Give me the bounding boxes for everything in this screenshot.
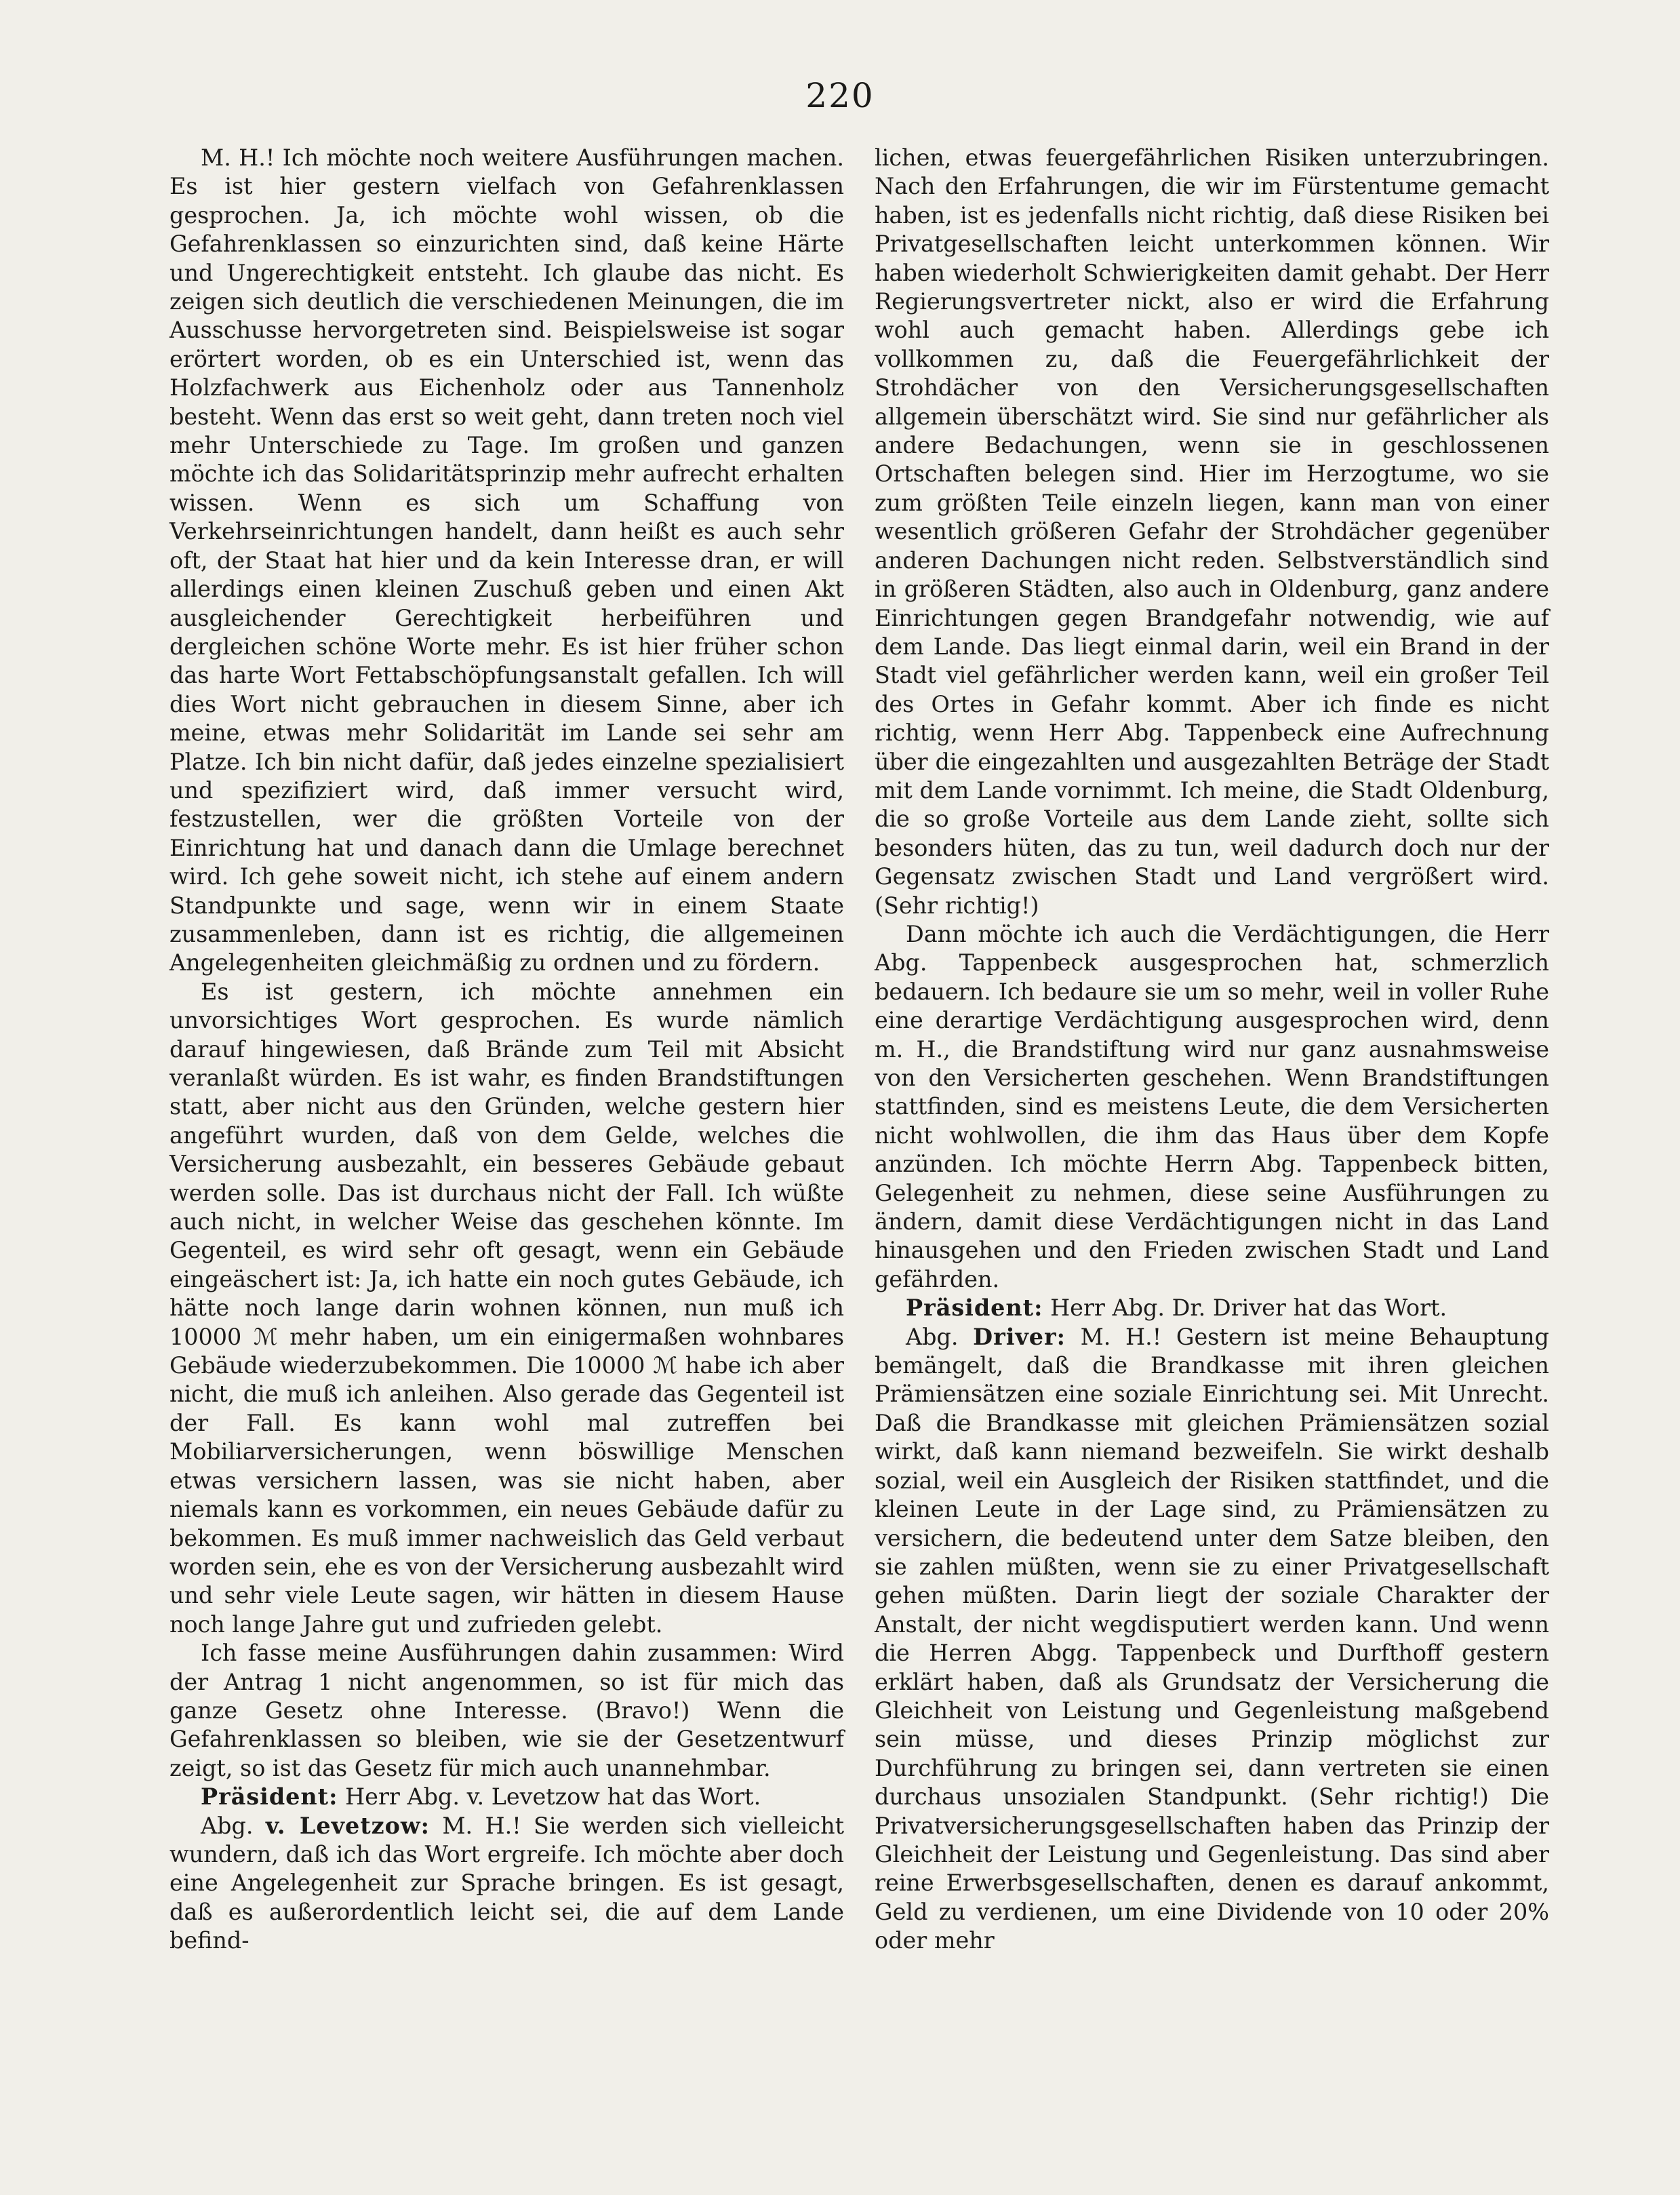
- paragraph: Es ist gestern, ich möchte annehmen ein unvorsichtiges Wort gesprochen. Es wurde nämlich darauf hingewiesen, daß Brände zum Teil mit Absicht veranlaßt würden. Es ist wahr, es finden Brandstiftungen statt, aber nicht aus den Gründen, welche gestern hier angeführt wurden, daß von dem Gelde, welches die Versicherung ausbezahlt, ein besseres Gebäude gebaut werden solle. Das ist durchaus nicht der Fall. Ich wüßte auch nicht, in welcher Weise das geschehen könnte. Im Gegenteil, es wird sehr oft gesagt, wenn ein Gebäude eingeäschert ist: Ja, ich hatte ein noch gutes Gebäude, ich hätte noch lange darin wohnen können, nun muß ich 10000 ℳ mehr haben, um ein einigermaßen wohnbares Gebäude wiederzubekommen. Die 10000 ℳ habe ich aber nicht, die muß ich anleihen. Also gerade das Gegenteil ist der Fall. Es kann wohl mal zutreffen bei Mobiliarversicherungen, wenn böswillige Menschen etwas versichern lassen, was sie nicht haben, aber niemals kann es vorkommen, ein neues Gebäude dafür zu bekommen. Es muß immer nachweislich das Geld verbaut worden sein, ehe es von der Versicherung ausbezahlt wird und sehr viele Leute sagen, wir hätten in diesem Hause noch lange Jahre gut und zufrieden gelebt.: [169, 978, 844, 1638]
- speaker-name: Präsident:: [201, 1783, 338, 1811]
- speaker-name: v. Levetzow:: [265, 1812, 430, 1839]
- paragraph: [875, 1323, 1549, 1956]
- paragraph: Dann möchte ich auch die Verdächtigungen, die Herr Abg. Tappenbeck ausgesprochen hat, schmerzlich bedauern. Ich bedaure sie um so mehr, weil in voller Ruhe eine derartige Verdächtigung ausgesprochen wird, denn m. H., die Brandstiftung wird nur ganz ausnahmsweise von den Versicherten geschehen. Wenn Brandstiftungen stattfinden, sind es meistens Leute, die dem Versicherten nicht wohlwollen, die ihm das Haus über dem Kopfe anzünden. Ich möchte Herrn Abg. Tappenbeck bitten, Gelegenheit zu nehmen, diese seine Ausführungen zu ändern, damit diese Verdächtigungen nicht in das Land hinausgehen und den Frieden zwischen Stadt und Land gefährden.: [875, 920, 1549, 1292]
- speaker-text: Herr Abg. Dr. Driver hat das Wort.: [1050, 1294, 1447, 1322]
- page-number: 220: [805, 76, 875, 115]
- right-column: [875, 144, 1549, 1956]
- speaker-line: [875, 1294, 1549, 1322]
- speaker-name: Präsident:: [906, 1294, 1043, 1322]
- paragraph: [169, 1812, 844, 1956]
- speaker-line: [169, 1783, 844, 1811]
- speaker-prefix: Abg.: [906, 1323, 959, 1350]
- speaker-prefix: Abg.: [201, 1812, 254, 1839]
- paragraph: lichen, etwas feuergefährlichen Risiken unterzubringen. Nach den Erfahrungen, die wir im Fürstentume gemacht haben, ist es jedenfalls nicht richtig, daß diese Risiken bei Privatgesellschaften leicht unterkommen können. Wir haben wiederholt Schwierigkeiten damit gehabt. Der Herr Regierungsvertreter nickt, also er wird die Erfahrung wohl auch gemacht haben. Allerdings gebe ich vollkommen zu, daß die Feuergefährlichkeit der Strohdächer von den Versicherungsgesellschaften allgemein überschätzt wird. Sie sind nur gefährlicher als andere Bedachungen, wenn sie in geschlossenen Ortschaften belegen sind. Hier im Herzogtume, wo sie zum größten Teile einzeln liegen, kann man von einer wesentlich größeren Gefahr der Strohdächer gegenüber anderen Dachungen nicht reden. Selbstverständlich sind in größeren Städten, also auch in Oldenburg, ganz andere Einrichtungen gegen Brandgefahr notwendig, wie auf dem Lande. Das liegt einmal darin, weil ein Brand in der Stadt viel gefährlicher werden kann, weil ein großer Teil des Ortes in Gefahr kommt. Aber ich finde es nicht richtig, wenn Herr Abg. Tappenbeck eine Aufrechnung über die eingezahlten und ausgezahlten Beträge der Stadt mit dem Lande vornimmt. Ich meine, die Stadt Oldenburg, die so große Vorteile aus dem Lande zieht, sollte sich besonders hüten, das zu tun, weil dadurch doch nur der Gegensatz zwischen Stadt und Land vergrößert wird. (Sehr richtig!): [875, 144, 1549, 919]
- speaker-text: M. H.! Sie werden sich vielleicht wundern, daß ich das Wort ergreife. Ich möchte aber doch eine Angelegenheit zur Sprache bringen. Es ist gesagt, daß es außerordentlich leicht sei, die auf dem Lande befind-: [169, 1812, 845, 1954]
- speaker-text: M. H.! Gestern ist meine Behauptung bemängelt, daß die Brandkasse mit ihren gleichen Prämiensätzen eine soziale Einrichtung sei. Mit Unrecht. Daß die Brandkasse mit gleichen Prämiensätzen sozial wirkt, daß kann niemand bezweifeln. Sie wirkt deshalb sozial, weil ein Ausgleich der Risiken stattfindet, und die kleinen Leute in der Lage sind, zu Prämiensätzen zu versichern, die bedeutend unter dem Satze bleiben, den sie zahlen müßten, wenn sie zu einer Privatgesellschaft gehen müßten. Darin liegt der soziale Charakter der Anstalt, der nicht wegdisputiert werden kann. Und wenn die Herren Abgg. Tappenbeck und Durfthoff gestern erklärt haben, daß als Grundsatz der Versicherung die Gleichheit von Leistung und Gegenleistung maßgebend sein müsse, und dieses Prinzip möglichst zur Durchführung zu bringen sei, dann vertreten sie einen durchaus unsozialen Standpunkt. (Sehr richtig!) Die Privatversicherungsgesellschaften haben das Prinzip der Gleichheit der Leistung und Gegenleistung. Das sind aber reine Erwerbsgesellschaften, denen es darauf ankommt, Geld zu verdienen, um eine Dividende von 10 oder 20% oder mehr: [875, 1323, 1549, 1954]
- speaker-name: Driver:: [973, 1323, 1066, 1350]
- left-column: [169, 144, 844, 1956]
- speaker-text: Herr Abg. v. Levetzow hat das Wort.: [345, 1783, 761, 1811]
- paragraph: M. H.! Ich möchte noch weitere Ausführungen machen. Es ist hier gestern vielfach von Gefahrenklassen gesprochen. Ja, ich möchte wohl wissen, ob die Gefahrenklassen so einzurichten sind, daß keine Härte und Ungerechtigkeit entsteht. Ich glaube das nicht. Es zeigen sich deutlich die verschiedenen Meinungen, die im Ausschusse hervorgetreten sind. Beispielsweise ist sogar erörtert worden, ob es ein Unterschied ist, wenn das Holzfachwerk aus Eichenholz oder aus Tannenholz besteht. Wenn das erst so weit geht, dann treten noch viel mehr Unterschiede zu Tage. Im großen und ganzen möchte ich das Solidaritätsprinzip mehr aufrecht erhalten wissen. Wenn es sich um Schaffung von Verkehrseinrichtungen handelt, dann heißt es auch sehr oft, der Staat hat hier und da kein Interesse dran, er will allerdings einen kleinen Zuschuß geben und einen Akt ausgleichender Gerechtigkeit herbeiführen und dergleichen schöne Worte mehr. Es ist hier früher schon das harte Wort Fettabschöpfungsanstalt gefallen. Ich will dies Wort nicht gebrauchen in diesem Sinne, aber ich meine, etwas mehr Solidarität im Lande sei sehr am Platze. Ich bin nicht dafür, daß jedes einzelne spezialisiert und spezifiziert wird, daß immer versucht wird, festzustellen, wer die größten Vorteile von der Einrichtung hat und danach dann die Umlage berechnet wird. Ich gehe soweit nicht, ich stehe auf einem andern Standpunkte und sage, wenn wir in einem Staate zusammenleben, dann ist es richtig, die allgemeinen Angelegenheiten gleichmäßig zu ordnen und zu fördern.: [169, 144, 844, 976]
- paragraph: Ich fasse meine Ausführungen dahin zusammen: Wird der Antrag 1 nicht angenommen, so ist für mich das ganze Gesetz ohne Interesse. (Bravo!) Wenn die Gefahrenklassen so bleiben, wie sie der Gesetzentwurf zeigt, so ist das Gesetz für mich auch unannehmbar.: [169, 1640, 844, 1781]
